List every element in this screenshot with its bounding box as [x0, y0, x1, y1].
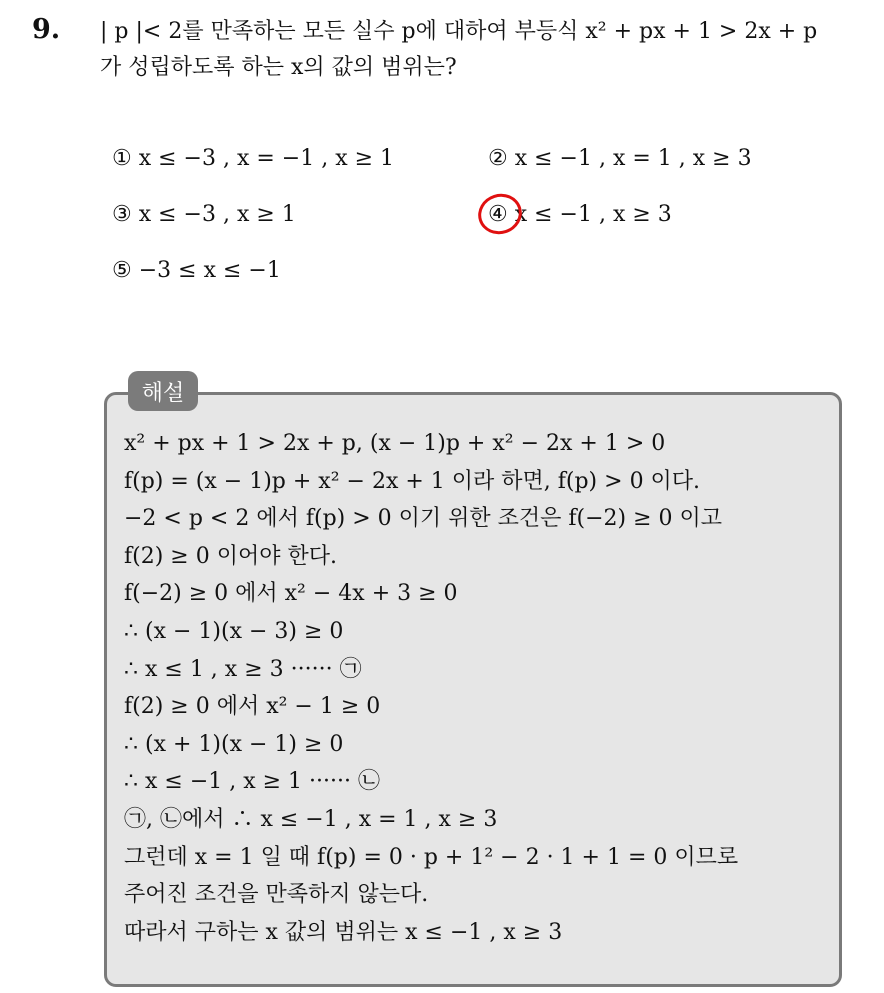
solution-line: 따라서 구하는 x 값의 범위는 x ≤ −1 , x ≥ 3: [124, 919, 563, 945]
solution-line: 주어진 조건을 만족하지 않는다.: [124, 882, 429, 908]
solution-line: x² + px + 1 > 2x + p, (x − 1)p + x² − 2x + 1 > 0: [124, 431, 666, 456]
choice-1[interactable]: ① x ≤ −3 , x = −1 , x ≥ 1: [112, 146, 395, 171]
problem-line-2: 가 성립하도록 하는 x의 값의 범위는?: [100, 55, 457, 80]
choice-3[interactable]: ③ x ≤ −3 , x ≥ 1: [112, 202, 296, 227]
solution-line: ∴ (x − 1)(x − 3) ≥ 0: [124, 618, 344, 644]
solution-line: 그런데 x = 1 일 때 f(p) = 0 · p + 1² − 2 · 1 + 1 = 0 이므로: [124, 844, 739, 870]
problem-line-1: | p |< 2를 만족하는 모든 실수 p에 대하여 부등식 x² + px + 1 > 2x + p: [100, 19, 818, 44]
solution-line: ∴ x ≤ −1 , x ≥ 1 ······ ㉡: [124, 769, 380, 795]
choice-4[interactable]: ④ x ≤ −1 , x ≥ 3: [488, 202, 672, 227]
answer-circle-mark: [473, 188, 527, 240]
solution-line: −2 < p < 2 에서 f(p) > 0 이기 위한 조건은 f(−2) ≥ 0 이고: [124, 506, 723, 532]
solution-line: ∴ (x + 1)(x − 1) ≥ 0: [124, 731, 344, 757]
choice-2[interactable]: ② x ≤ −1 , x = 1 , x ≥ 3: [488, 146, 752, 171]
solution-line: f(2) ≥ 0 이어야 한다.: [124, 543, 337, 569]
solution-line: f(2) ≥ 0 에서 x² − 1 ≥ 0: [124, 694, 381, 720]
problem-number: 9.: [32, 14, 61, 45]
problem-statement: [100, 14, 870, 86]
solution-text: [124, 425, 738, 951]
solution-tag: 해설: [128, 371, 198, 411]
choice-5[interactable]: ⑤ −3 ≤ x ≤ −1: [112, 258, 281, 283]
solution-line: ∴ x ≤ 1 , x ≥ 3 ······ ㉠: [124, 656, 362, 682]
solution-line: f(−2) ≥ 0 에서 x² − 4x + 3 ≥ 0: [124, 581, 458, 607]
solution-line: ㉠, ㉡에서 ∴ x ≤ −1 , x = 1 , x ≥ 3: [124, 806, 498, 832]
solution-line: f(p) = (x − 1)p + x² − 2x + 1 이라 하면, f(p) > 0 이다.: [124, 468, 701, 494]
